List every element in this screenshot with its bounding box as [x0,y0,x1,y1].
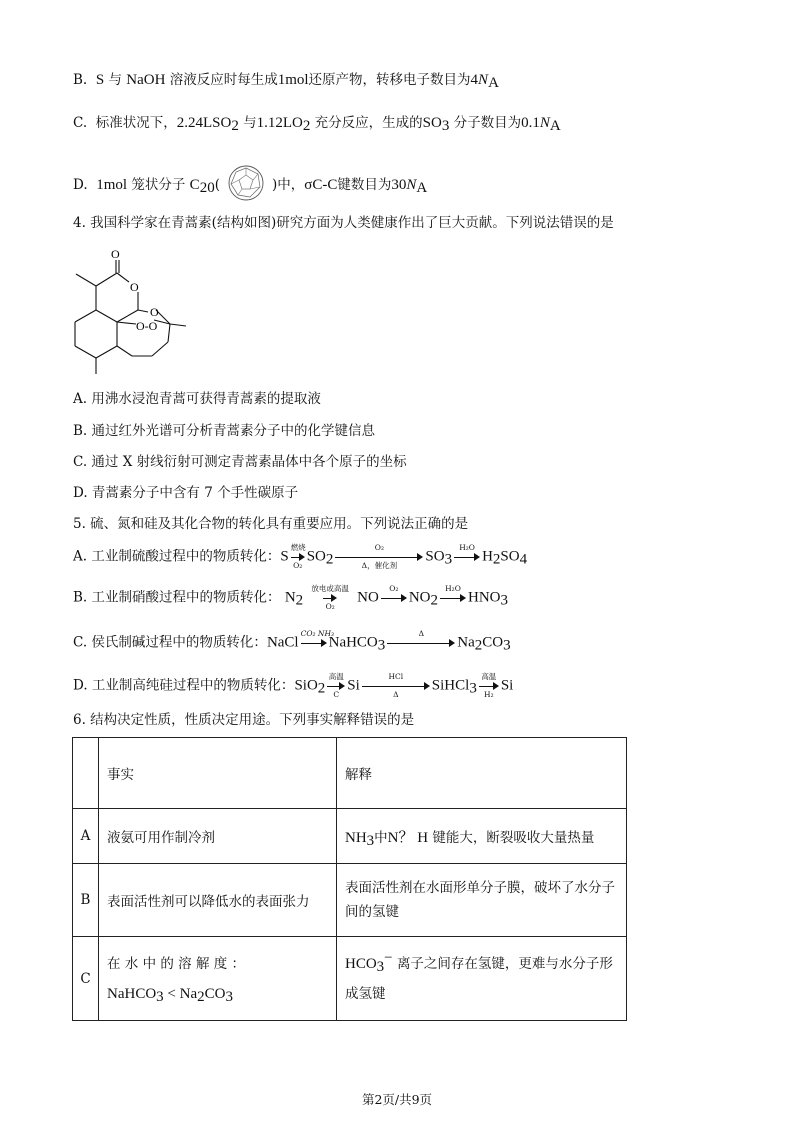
arrow-top-label: CO₂ NH₃ [300,629,334,638]
text: A. 工业制硫酸过程中的物质转化： [73,548,281,565]
subscript: 3 [500,592,508,609]
formula: S [280,548,289,565]
formula: N [539,115,550,131]
c20-cage-icon [220,163,272,203]
formula: NaHCO [107,985,157,1002]
formula: 1.12LO [256,115,303,131]
formula: 30 [391,177,407,193]
subscript: 3 [503,637,511,654]
arrow-bottom-label: Δ [393,690,399,699]
explain-cell [337,937,627,1021]
subscript: A [488,75,499,91]
superscript: − [384,949,393,966]
q4-option-b: B. 通过红外光谱可分析青蒿素分子中的化学键信息 [73,423,376,439]
formula: SiO [294,677,318,694]
formula: SO [422,115,442,131]
subscript: 2 [231,118,239,134]
fact-cell [99,937,337,1021]
column-header-fact: 事实 [99,738,337,809]
formula: 2.24LSO [176,115,232,131]
formula-line [107,979,328,1009]
formula: H [482,548,493,565]
ring-oxygen-label: O [130,280,139,294]
formula: NH [345,829,367,846]
formula: CO [204,985,226,1002]
q5-stem: 5. 硫、氮和硅及其化合物的转化具有重要应用。下列说法正确的是 [73,516,469,532]
arrow-top-label: Δ [418,629,424,638]
formula: SO [425,548,445,565]
subscript: 2 [317,680,326,697]
subscript: 20 [199,180,215,196]
subscript: 2 [430,592,438,609]
explain-cell [337,809,627,864]
formula: S [95,72,105,88]
q3-option-b [73,70,499,90]
q3-option-c [73,113,561,133]
formula: < Na [163,985,198,1002]
reaction-arrow [305,585,355,611]
row-label: A [73,809,99,864]
subscript: 3 [225,988,233,1005]
formula: σ [304,177,313,193]
reaction-arrow [387,630,455,656]
option-label: D. [73,177,88,193]
arrow-bottom-label: C [333,690,340,699]
formula: NaCl [266,634,299,651]
bridge-oxygen-label: O [150,305,159,319]
formula: SO [306,548,326,565]
formula: NaOH [126,72,166,88]
reaction-arrow [327,673,345,699]
q5-option-d [73,673,513,699]
formula: SiHCl [431,677,470,694]
formula: N [284,589,296,606]
text: 成氢键 [345,985,386,1002]
subscript: 2 [197,988,205,1005]
table-header-row [73,738,627,809]
peroxide-label: O-O [136,319,158,333]
text: 标准状况下， [95,115,177,131]
text: 充分反应，生成的 [314,115,423,131]
text-line [345,949,618,979]
row-label: B [73,864,99,937]
subscript: 2 [302,118,311,134]
subscript: 2 [492,551,501,568]
subscript: 3 [377,637,386,654]
arrow-top-label: 燃烧 [290,543,306,552]
reaction-arrow [335,544,423,570]
text: 表面活性剂在水面形单分子膜，破坏了水分子 [345,880,615,896]
option-label: B. [73,72,88,88]
subscript: 3 [156,988,164,1005]
table-row [73,864,627,937]
reaction-arrow [362,673,430,699]
text: 分子数目为 [453,115,522,131]
subscript: 2 [325,551,334,568]
reaction-arrow [454,544,480,570]
formula: N [406,177,417,193]
subscript: 3 [469,680,477,697]
arrow-bottom-label: O₂ [293,561,303,570]
reaction-arrow [440,585,466,611]
text: 与 [243,115,257,131]
formula: CO [482,634,504,651]
formula: NO [357,589,379,606]
text: C. 侯氏制碱过程中的物质转化： [73,634,267,651]
formula: C-C [312,177,338,193]
q5-option-a [73,544,527,570]
explain-cell [337,864,627,937]
fact-cell: 表面活性剂可以降低水的表面张力 [99,864,337,937]
q6-table [72,737,627,1021]
arrow-top-label: H₂O [459,543,475,552]
formula: Si [500,677,514,694]
formula: NaHCO [328,634,378,651]
text: 键能大，断裂吸收大量热量 [432,829,595,846]
subscript: A [416,180,428,196]
reaction-arrow [300,629,334,656]
q5-option-b [73,585,508,611]
q4-option-d: D. 青蒿素分子中含有 7 个手性碳原子 [73,485,299,501]
formula: C [189,177,200,193]
text: ( [214,177,220,193]
text: 笼状分子 [131,177,186,193]
q6-stem: 6. 结构决定性质，性质决定用途。下列事实解释错误的是 [73,712,415,728]
formula: N [478,72,489,88]
column-header-explain: 解释 [337,738,627,809]
formula: SO [500,548,520,565]
text: 溶液反应时每生成 [169,72,278,88]
subscript: 3 [366,832,375,849]
text: D. 工业制高纯硅过程中的物质转化： [73,677,295,694]
text: 在 水 中 的 溶 解 度 ： [107,955,246,972]
table-row [73,809,627,864]
subscript: 2 [474,637,483,654]
formula: 0.1 [521,115,540,131]
arrow-top-label: O₂ [389,584,399,593]
arrow-top-label: HCl [388,672,404,681]
arrow-bottom-label: O₂ [325,602,335,611]
q3-option-d [73,163,427,203]
reaction-arrow [381,585,407,611]
subscript: 3 [441,118,450,134]
carbonyl-oxygen-label: O [111,247,120,261]
formula: 4 [470,72,479,88]
subscript: 3 [444,551,453,568]
q4-stem: 4. 我国科学家在青蒿素(结构如图)研究方面为人类健康作出了巨大贡献。下列说法错误的是 [73,215,614,231]
text: )中， [271,177,305,193]
formula: HCO [345,955,377,972]
text: 间的氢键 [345,904,399,920]
arrow-bottom-label: Δ，催化剂 [361,561,398,570]
text: 与 [108,72,122,88]
option-label: C. [73,115,88,131]
arrow-top-label: 高温 [481,672,497,681]
text: B. 工业制硝酸过程中的物质转化： [73,589,281,606]
text: 还原产物，转移电子数目为 [308,72,471,88]
reaction-arrow [291,544,305,570]
arrow-top-label: 放电或高温 [311,584,349,593]
page-footer: 第2页/共9页 [361,1092,433,1107]
q4-option-c: C. 通过 X 射线衍射可测定青蒿素晶体中各个原子的坐标 [73,454,407,470]
subscript: 3 [376,958,385,975]
reaction-arrow [479,673,499,699]
arrow-top-label: O₂ [374,543,384,552]
text: 离子之间存在氢键，更难与水分子形 [396,955,613,972]
table-row [73,937,627,1021]
row-label: C [73,937,99,1021]
fact-cell: 液氨可用作制冷剂 [99,809,337,864]
subscript: 4 [519,551,528,568]
formula: Na [457,634,475,651]
formula: 1mol [277,72,309,88]
artemisinin-structure-diagram [66,240,206,380]
q4-option-a: A. 用沸水浸泡青蒿可获得青蒿素的提取液 [73,391,321,407]
text: 键数目为 [337,177,392,193]
formula: HNO [468,589,501,606]
arrow-bottom-label: H₂ [484,690,494,699]
arrow-top-label: 高温 [328,672,344,681]
subscript: A [549,118,561,134]
formula: NO [408,589,431,606]
formula: Si [347,677,360,694]
formula: 1mol [96,177,128,193]
text: 中 [374,829,388,846]
subscript: 2 [295,592,304,609]
arrow-top-label: H₂O [445,584,461,593]
formula: N？ H [387,829,429,846]
q5-option-c [73,630,511,656]
table-cell [73,738,99,809]
